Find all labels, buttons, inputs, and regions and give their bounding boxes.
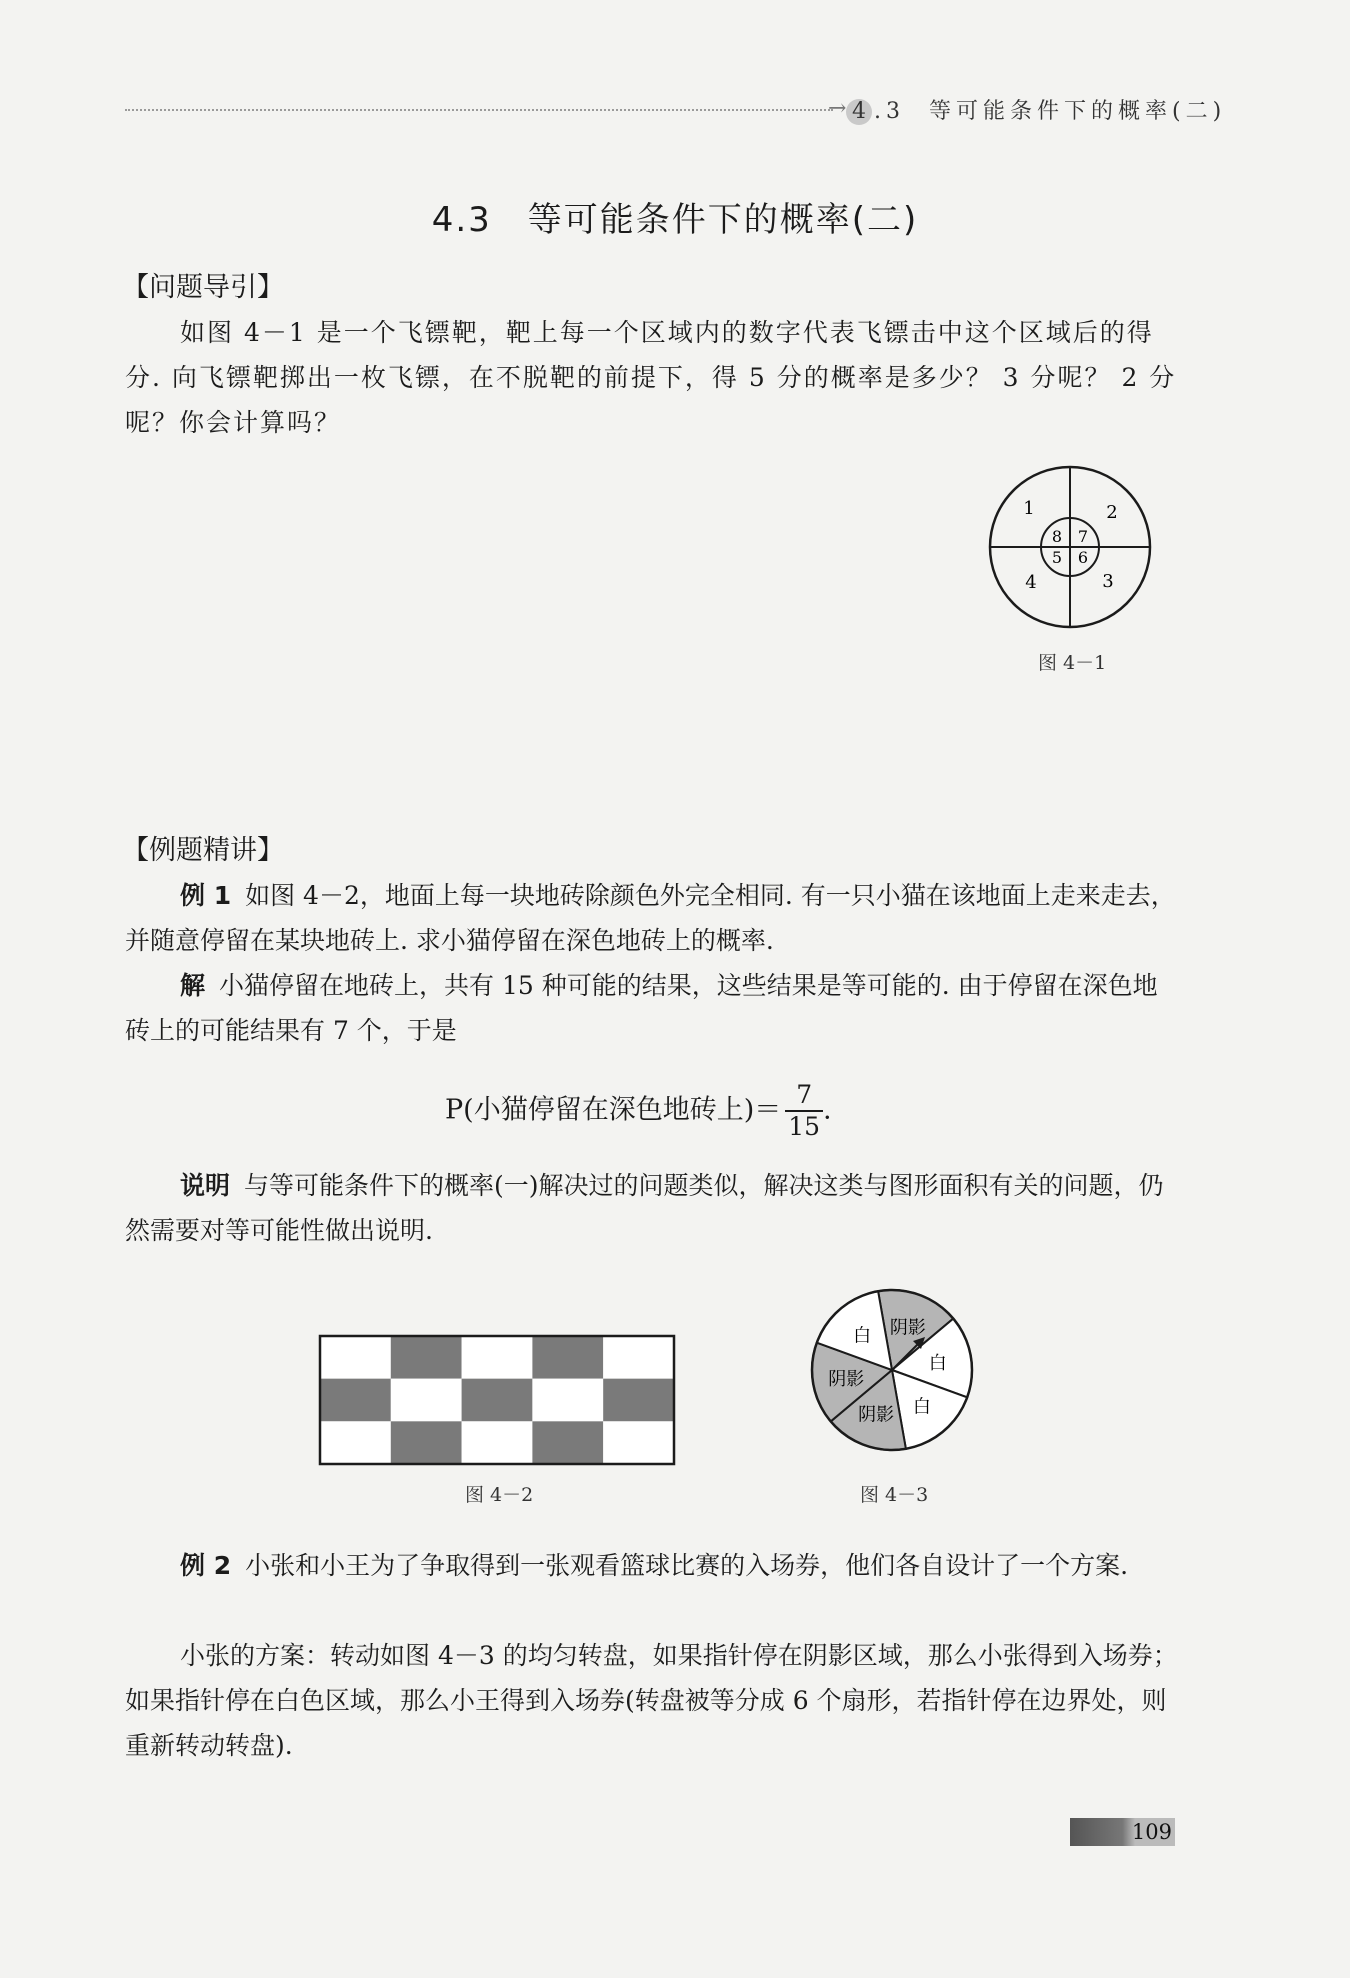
page-title: 4.3 等可能条件下的概率(二) <box>431 200 919 240</box>
running-header <box>846 94 1226 125</box>
examples-heading: 【例题精讲】 <box>122 835 284 866</box>
solution <box>125 963 1178 1053</box>
note-text: 与等可能条件下的概率(一)解决过的问题类似，解决这类与图形面积有关的问题，仍然需要对等可能性做出说明. <box>125 1171 1164 1245</box>
problem-intro-body: 如图 4－1 是一个飞镖靶，靶上每一个区域内的数字代表飞镖击中这个区域后的得分. 向飞镖靶掷出一枚飞镖，在不脱靶的前提下，得 5 分的概率是多少？ 3 分呢？ 2 分呢？你会计算吗？ <box>125 318 1177 437</box>
xiaozhang-plan-text: 小张的方案：转动如图 4－3 的均匀转盘，如果指针停在阴影区域，那么小张得到入场券；如果指针停在白色区域，那么小王得到入场券(转盘被等分成 6 个扇形，若指针停在边界处，则重新转动转盘). <box>125 1641 1178 1760</box>
example-1-label: 例 1 <box>180 881 232 910</box>
probability-formula <box>445 1080 832 1142</box>
solution-label: 解 <box>180 971 206 1000</box>
spinner-sector-label: 阴影 <box>889 1317 926 1339</box>
page-number: 109 <box>1131 1820 1172 1844</box>
header-section-title: 等可能条件下的概率(二) <box>929 99 1227 124</box>
header-dotted-rule <box>125 109 833 111</box>
spinner-figure <box>808 1286 976 1454</box>
dark-tile <box>603 1379 674 1422</box>
dark-tile <box>532 1336 603 1379</box>
dark-tile <box>320 1379 391 1422</box>
fraction-numerator: 7 <box>785 1080 823 1112</box>
light-tile <box>320 1336 391 1379</box>
dark-tile <box>462 1379 533 1422</box>
dartboard-score-5: 5 <box>1051 548 1063 567</box>
dark-tile <box>391 1336 462 1379</box>
header-section-suffix: .3 <box>874 99 905 124</box>
formula-lhs: P(小猫停留在深色地砖上)＝ <box>445 1094 782 1126</box>
note <box>125 1163 1178 1253</box>
formula-end: . <box>823 1094 832 1126</box>
header-arrow-icon: → <box>828 96 847 121</box>
page-number-tab <box>1070 1818 1175 1846</box>
figure-4-1-caption: 图 4－1 <box>1038 652 1107 674</box>
light-tile <box>462 1336 533 1379</box>
dartboard-score-2: 2 <box>1106 502 1118 523</box>
dartboard-score-7: 7 <box>1077 527 1089 546</box>
fraction-denominator: 15 <box>788 1112 821 1141</box>
example-2 <box>125 1543 1178 1588</box>
light-tile <box>320 1421 391 1464</box>
example-1 <box>125 873 1178 963</box>
light-tile <box>532 1379 603 1422</box>
dartboard-score-6: 6 <box>1077 548 1089 567</box>
spinner-sector-label: 阴影 <box>828 1369 865 1391</box>
dartboard-score-3: 3 <box>1102 571 1114 592</box>
figure-4-2-caption: 图 4－2 <box>465 1484 534 1506</box>
light-tile <box>391 1379 462 1422</box>
spinner-sector-label: 白 <box>853 1325 872 1347</box>
problem-intro-heading: 【问题导引】 <box>122 272 284 303</box>
spinner-sector-label: 白 <box>912 1396 931 1418</box>
light-tile <box>462 1421 533 1464</box>
example-1-text: 如图 4－2，地面上每一块地砖除颜色外完全相同. 有一只小猫在该地面上走来走去，并随意停留在某块地砖上. 求小猫停留在深色地砖上的概率. <box>125 881 1176 955</box>
dartboard-score-8: 8 <box>1051 527 1063 546</box>
problem-intro-text <box>125 310 1178 445</box>
figure-4-3-caption: 图 4－3 <box>860 1484 929 1506</box>
example-2-text: 小张和小王为了争取得到一张观看篮球比赛的入场券，他们各自设计了一个方案. <box>245 1551 1129 1580</box>
spinner-sector-label: 阴影 <box>858 1404 895 1426</box>
formula-fraction <box>785 1080 823 1142</box>
dark-tile <box>391 1421 462 1464</box>
light-tile <box>603 1421 674 1464</box>
header-section-badge: 4 <box>846 99 872 125</box>
spinner-sector-label: 白 <box>928 1352 947 1374</box>
floor-tiles-figure <box>318 1334 676 1466</box>
example-2-label: 例 2 <box>180 1551 232 1580</box>
dark-tile <box>532 1421 603 1464</box>
dartboard-figure <box>985 462 1155 632</box>
light-tile <box>603 1336 674 1379</box>
dartboard-score-4: 4 <box>1025 572 1037 593</box>
note-label: 说明 <box>180 1171 231 1200</box>
dartboard-score-1: 1 <box>1023 498 1035 519</box>
solution-text: 小猫停留在地砖上，共有 15 种可能的结果，这些结果是等可能的. 由于停留在深色地砖上的可能结果有 7 个，于是 <box>125 971 1158 1045</box>
xiaozhang-plan <box>125 1633 1178 1768</box>
